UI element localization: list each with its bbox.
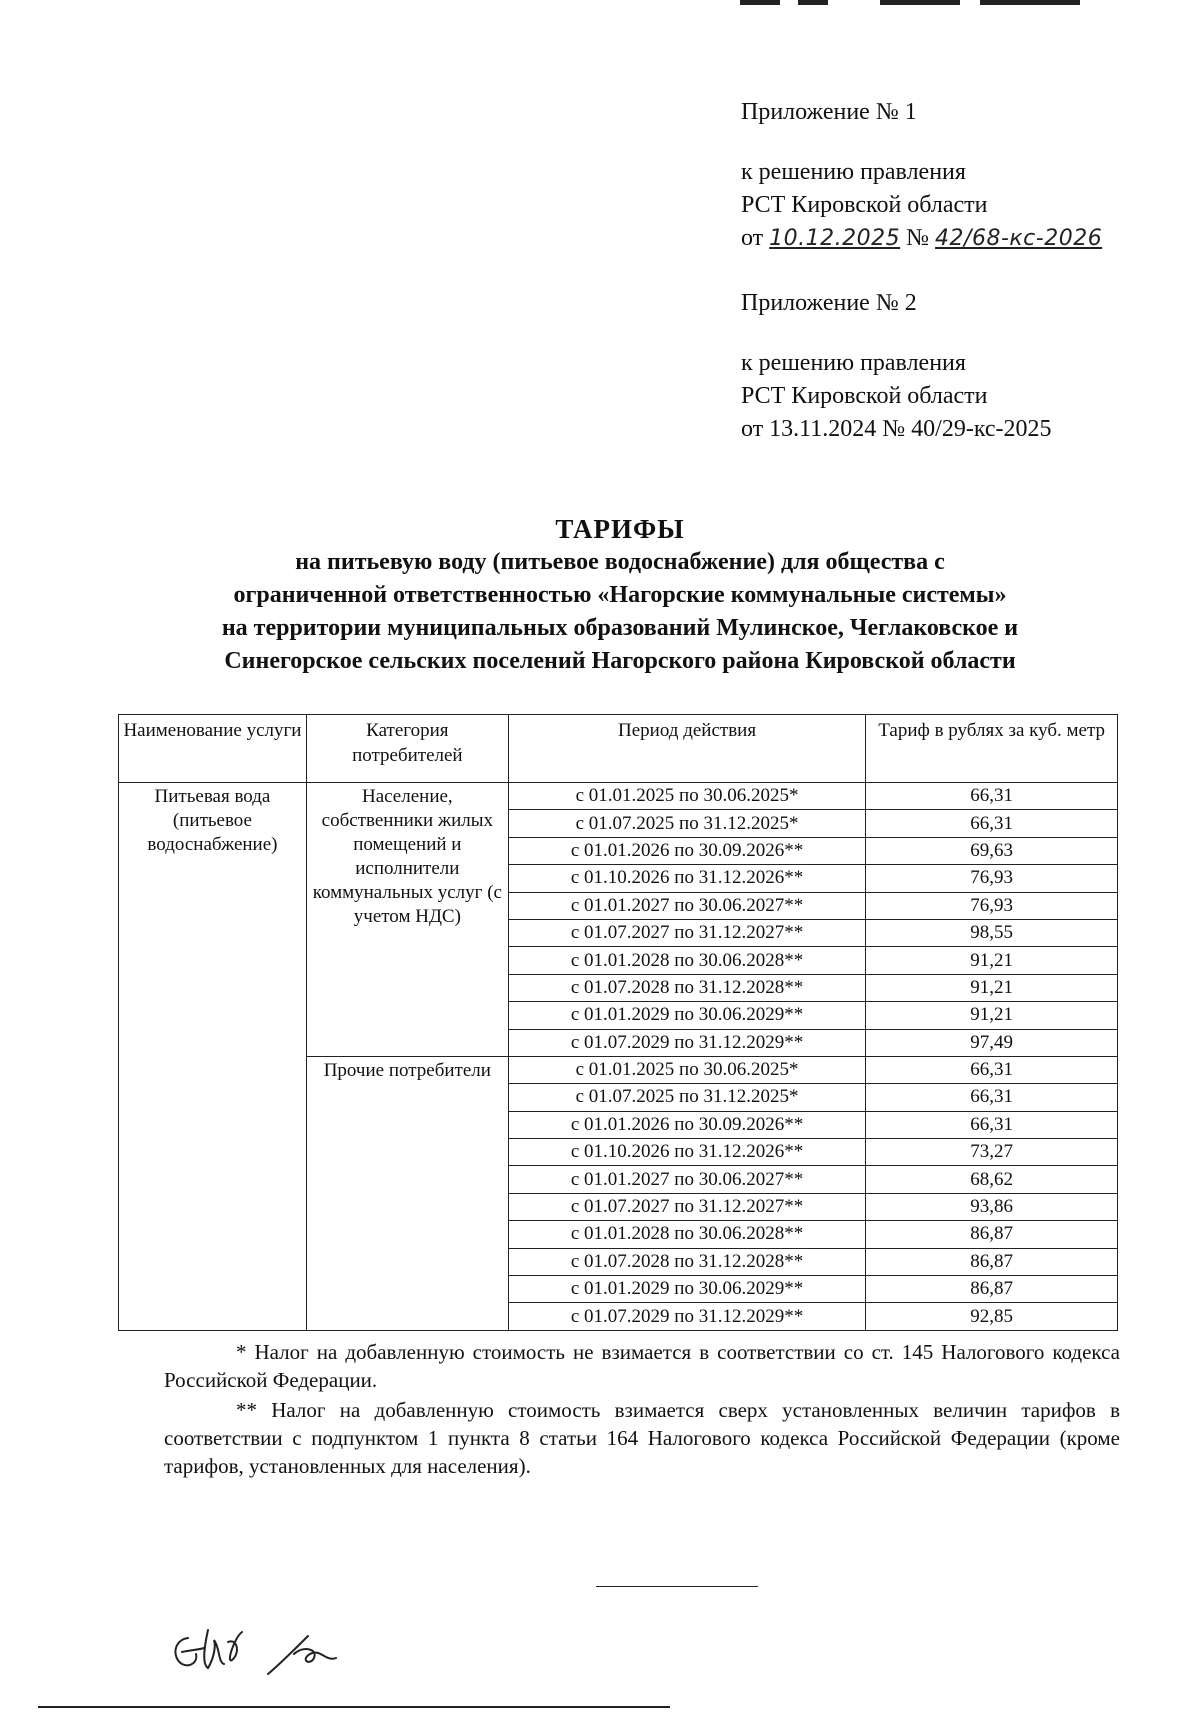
table-header-row — [119, 715, 1118, 783]
period-cell: с 01.01.2029 по 30.06.2029** — [508, 1276, 866, 1303]
appendix1-number-sign: № — [906, 225, 930, 251]
appendix-block — [741, 96, 1102, 446]
tariff-cell: 66,31 — [866, 810, 1118, 837]
tariff-cell: 68,62 — [866, 1166, 1118, 1193]
appendix1-line1: к решению правления — [741, 159, 966, 185]
tariff-cell: 97,49 — [866, 1029, 1118, 1056]
period-cell: с 01.01.2025 по 30.06.2025* — [508, 1056, 866, 1083]
appendix2-line1: к решению правления — [741, 350, 966, 376]
tariff-cell: 91,21 — [866, 947, 1118, 974]
appendix1-line2: РСТ Кировской области — [741, 192, 988, 218]
appendix1-number-handwritten: 42/68-кс-2026 — [935, 226, 1103, 251]
tariff-cell: 98,55 — [866, 919, 1118, 946]
appendix2-line2: РСТ Кировской области — [741, 383, 988, 409]
period-cell: с 01.07.2029 по 31.12.2029** — [508, 1303, 866, 1330]
footnotes — [164, 1338, 1120, 1480]
document-heading — [120, 512, 1120, 678]
header-service: Наименование услуги — [119, 715, 307, 783]
tariff-cell: 91,21 — [866, 974, 1118, 1001]
period-cell: с 01.07.2029 по 31.12.2029** — [508, 1029, 866, 1056]
appendix1-title: Приложение № 1 — [741, 99, 917, 125]
tariff-cell: 86,87 — [866, 1221, 1118, 1248]
period-cell: с 01.07.2028 по 31.12.2028** — [508, 1248, 866, 1275]
period-cell: с 01.07.2028 по 31.12.2028** — [508, 974, 866, 1001]
heading-line-4: Синегорское сельских поселений Нагорского района Кировской области — [224, 648, 1016, 674]
appendix1-date-handwritten: 10.12.2025 — [769, 226, 901, 251]
tariff-cell: 86,87 — [866, 1276, 1118, 1303]
tariff-cell: 86,87 — [866, 1248, 1118, 1275]
period-cell: с 01.01.2026 по 30.09.2026** — [508, 1111, 866, 1138]
tariff-cell: 69,63 — [866, 837, 1118, 864]
tariff-cell: 92,85 — [866, 1303, 1118, 1330]
header-tariff: Тариф в рублях за куб. метр — [866, 715, 1118, 783]
period-cell: с 01.07.2027 по 31.12.2027** — [508, 1193, 866, 1220]
page-title: ТАРИФЫ — [555, 514, 685, 544]
period-cell: с 01.10.2026 по 31.12.2026** — [508, 1139, 866, 1166]
service-name-cell: Питьевая вода (питьевое водоснабжение) — [119, 783, 307, 1331]
footnote-no-vat: * Налог на добавленную стоимость не взимается в соответствии со ст. 145 Налогового кодекса Российской Федерации. — [164, 1340, 1120, 1392]
tariff-cell: 91,21 — [866, 1002, 1118, 1029]
heading-line-2: ограниченной ответственностью «Нагорские коммунальные системы» — [233, 582, 1007, 608]
scan-artifact — [740, 0, 1100, 6]
footnote-vat-extra: ** Налог на добавленную стоимость взимается сверх установленных величин тарифов в соответствии с подпунктом 1 пункта 8 статьи 164 Налогового кодекса Российской Федерации (кроме тарифов, установленных для населения). — [164, 1398, 1120, 1478]
period-cell: с 01.01.2028 по 30.06.2028** — [508, 947, 866, 974]
period-cell: с 01.01.2025 по 30.06.2025* — [508, 783, 866, 810]
period-cell: с 01.07.2025 по 31.12.2025* — [508, 1084, 866, 1111]
period-cell: с 01.07.2027 по 31.12.2027** — [508, 919, 866, 946]
period-cell: с 01.01.2027 по 30.06.2027** — [508, 892, 866, 919]
category-cell: Население, собственники жилых помещений и исполнители коммунальных услуг (с учетом НДС) — [306, 783, 508, 1057]
appendix2-line3: от 13.11.2024 № 40/29-кс-2025 — [741, 416, 1052, 442]
tariff-table — [118, 714, 1118, 1331]
appendix2-title: Приложение № 2 — [741, 290, 917, 316]
period-cell: с 01.01.2029 по 30.06.2029** — [508, 1002, 866, 1029]
heading-line-1: на питьевую воду (питьевое водоснабжение) для общества с — [295, 549, 945, 575]
tariff-cell: 66,31 — [866, 1111, 1118, 1138]
tariff-cell: 66,31 — [866, 1056, 1118, 1083]
appendix1-decision — [741, 222, 1102, 255]
table-row — [119, 783, 1118, 810]
tariff-cell: 76,93 — [866, 892, 1118, 919]
heading-line-3: на территории муниципальных образований Мулинское, Чеглаковское и — [221, 615, 1019, 641]
category-cell: Прочие потребители — [306, 1056, 508, 1330]
header-period: Период действия — [508, 715, 866, 783]
period-cell: с 01.10.2026 по 31.12.2026** — [508, 865, 866, 892]
header-category: Категория потребителей — [306, 715, 508, 783]
period-cell: с 01.01.2026 по 30.09.2026** — [508, 837, 866, 864]
tariff-cell: 73,27 — [866, 1139, 1118, 1166]
tariff-cell: 93,86 — [866, 1193, 1118, 1220]
tariff-cell: 66,31 — [866, 783, 1118, 810]
end-divider — [596, 1586, 758, 1587]
tariff-cell: 76,93 — [866, 865, 1118, 892]
handwritten-signature — [168, 1618, 368, 1688]
bottom-rule — [38, 1706, 670, 1708]
tariff-cell: 66,31 — [866, 1084, 1118, 1111]
period-cell: с 01.07.2025 по 31.12.2025* — [508, 810, 866, 837]
appendix1-prefix: от — [741, 225, 764, 251]
tariff-table-body — [119, 783, 1118, 1331]
period-cell: с 01.01.2027 по 30.06.2027** — [508, 1166, 866, 1193]
period-cell: с 01.01.2028 по 30.06.2028** — [508, 1221, 866, 1248]
